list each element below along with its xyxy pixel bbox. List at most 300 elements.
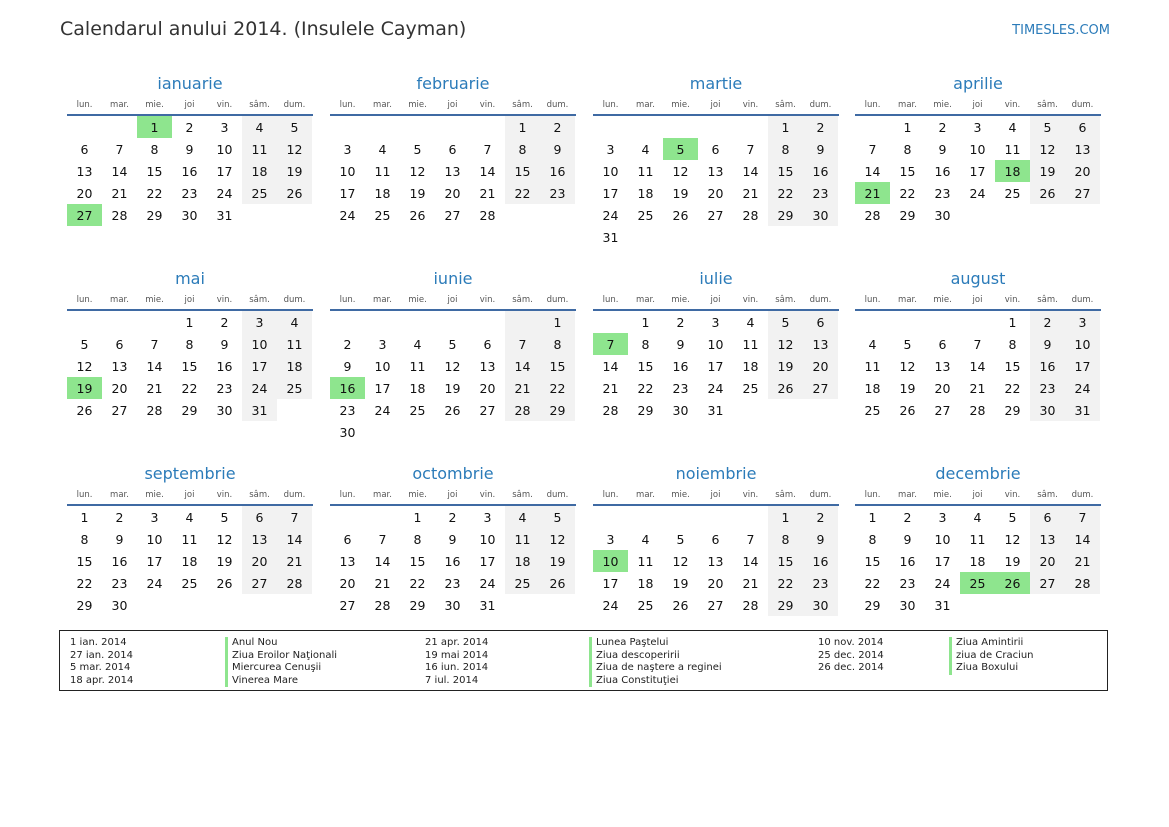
weekday-label: sâm. <box>1037 490 1058 500</box>
day-cell: 3 <box>483 509 492 525</box>
day-cell: 9 <box>540 138 575 160</box>
weekday-label: vin. <box>479 295 496 305</box>
month-name: aprilie <box>953 74 1003 93</box>
day-cell: 13 <box>707 553 724 569</box>
empty-day-cell <box>663 506 698 528</box>
day-cell: 7 <box>746 531 755 547</box>
day-cell: 12 <box>899 358 916 374</box>
day-cell: 22 <box>505 182 540 204</box>
day-cell: 26 <box>540 572 575 594</box>
weekday-label: mie. <box>408 100 427 110</box>
day-cell: 2 <box>676 314 685 330</box>
month-septembrie <box>67 462 313 616</box>
day-cell: 2 <box>903 509 912 525</box>
day-cell: 23 <box>339 402 356 418</box>
day-cell: 30 <box>181 207 198 223</box>
day-cell: 6 <box>483 336 492 352</box>
day-cell: 25 <box>637 207 654 223</box>
legend-date: 26 dec. 2014 <box>818 662 884 673</box>
weekday-label: dum. <box>1071 100 1094 110</box>
day-cell: 28 <box>742 597 759 613</box>
holiday-day-cell: 5 <box>663 138 698 160</box>
day-cell: 18 <box>742 358 759 374</box>
month-name: mai <box>175 269 205 288</box>
day-cell: 30 <box>899 597 916 613</box>
day-cell: 3 <box>938 509 947 525</box>
day-cell: 13 <box>444 163 461 179</box>
empty-day-cell <box>540 421 575 443</box>
empty-day-cell <box>435 311 470 333</box>
weekday-label: lun. <box>864 490 881 500</box>
empty-day-cell <box>470 311 505 333</box>
day-cell: 7 <box>868 141 877 157</box>
weekday-label: vin. <box>1004 295 1021 305</box>
day-cell: 1 <box>641 314 650 330</box>
day-cell: 8 <box>185 336 194 352</box>
day-cell: 8 <box>768 138 803 160</box>
day-cell: 29 <box>864 597 881 613</box>
weekday-label: sâm. <box>1037 295 1058 305</box>
day-cell: 16 <box>540 160 575 182</box>
day-cell: 17 <box>339 185 356 201</box>
empty-day-cell <box>67 311 102 333</box>
day-cell: 4 <box>277 311 312 333</box>
weekday-label: joi <box>972 100 983 110</box>
day-cell: 11 <box>374 163 391 179</box>
weekday-label: lun. <box>76 100 93 110</box>
day-cell: 6 <box>803 311 838 333</box>
empty-day-cell <box>540 204 575 226</box>
day-cell: 28 <box>1065 572 1100 594</box>
weekday-label: mar. <box>636 100 655 110</box>
day-cell: 19 <box>1030 160 1065 182</box>
day-cell: 4 <box>641 141 650 157</box>
weekday-label: joi <box>710 295 721 305</box>
day-cell: 16 <box>803 160 838 182</box>
day-cell: 29 <box>637 402 654 418</box>
empty-day-cell <box>505 421 540 443</box>
day-grid <box>330 311 576 443</box>
month-name: decembrie <box>935 464 1021 483</box>
day-cell: 26 <box>768 377 803 399</box>
day-cell: 27 <box>803 377 838 399</box>
day-cell: 5 <box>1008 509 1017 525</box>
empty-day-cell <box>277 204 312 226</box>
holiday-day-cell: 19 <box>67 377 102 399</box>
empty-day-cell <box>540 594 575 616</box>
weekday-label: dum. <box>283 100 306 110</box>
day-cell: 27 <box>339 597 356 613</box>
weekday-label: lun. <box>602 100 619 110</box>
empty-day-cell <box>1030 594 1065 616</box>
day-cell: 13 <box>934 358 951 374</box>
day-cell: 15 <box>637 358 654 374</box>
day-cell: 28 <box>864 207 881 223</box>
legend-date: 27 ian. 2014 <box>70 649 133 661</box>
day-cell: 26 <box>76 402 93 418</box>
day-cell: 20 <box>803 355 838 377</box>
day-cell: 6 <box>343 531 352 547</box>
holiday-day-cell: 16 <box>330 377 365 399</box>
day-cell: 27 <box>111 402 128 418</box>
month-august <box>855 267 1101 421</box>
legend-holiday-name: Ziua descoperirii <box>589 650 722 663</box>
day-cell: 26 <box>277 182 312 204</box>
day-cell: 6 <box>115 336 124 352</box>
day-cell: 24 <box>602 597 619 613</box>
day-cell: 29 <box>899 207 916 223</box>
day-cell: 25 <box>637 597 654 613</box>
day-cell: 18 <box>637 185 654 201</box>
empty-day-cell <box>400 311 435 333</box>
day-cell: 9 <box>1030 333 1065 355</box>
day-cell: 24 <box>969 185 986 201</box>
empty-day-cell <box>960 594 995 616</box>
weekday-label: dum. <box>809 295 832 305</box>
day-cell: 29 <box>146 207 163 223</box>
legend-holiday-name: Miercurea Cenuşii <box>225 662 337 675</box>
day-cell: 9 <box>220 336 229 352</box>
empty-day-cell <box>803 399 838 421</box>
empty-day-cell <box>628 506 663 528</box>
legend-holiday-name: Anul Nou <box>225 637 337 650</box>
empty-day-cell <box>855 116 890 138</box>
day-cell: 28 <box>969 402 986 418</box>
day-cell: 19 <box>540 550 575 572</box>
day-cell: 10 <box>479 531 496 547</box>
day-cell: 7 <box>505 333 540 355</box>
day-cell: 20 <box>1030 550 1065 572</box>
day-cell: 19 <box>1004 553 1021 569</box>
weekday-label: mie. <box>933 490 952 500</box>
day-cell: 4 <box>413 336 422 352</box>
day-cell: 30 <box>444 597 461 613</box>
weekday-label: mar. <box>898 100 917 110</box>
legend-holiday-name: Vinerea Mare <box>225 675 337 688</box>
day-cell: 7 <box>1065 506 1100 528</box>
day-cell: 12 <box>1030 138 1065 160</box>
weekday-header <box>855 486 1101 506</box>
day-cell: 16 <box>111 553 128 569</box>
day-cell: 10 <box>1065 333 1100 355</box>
day-cell: 5 <box>448 336 457 352</box>
day-cell: 21 <box>374 575 391 591</box>
weekday-label: mar. <box>373 100 392 110</box>
day-cell: 29 <box>76 597 93 613</box>
day-grid <box>855 506 1101 616</box>
day-cell: 5 <box>80 336 89 352</box>
day-cell: 28 <box>146 402 163 418</box>
weekday-label: lun. <box>76 490 93 500</box>
empty-day-cell <box>768 399 803 421</box>
legend-names-3 <box>949 637 1034 675</box>
day-cell: 3 <box>378 336 387 352</box>
day-cell: 18 <box>409 380 426 396</box>
day-cell: 30 <box>803 594 838 616</box>
day-cell: 26 <box>1030 182 1065 204</box>
day-cell: 18 <box>374 185 391 201</box>
empty-day-cell <box>698 506 733 528</box>
day-cell: 18 <box>864 380 881 396</box>
day-cell: 23 <box>216 380 233 396</box>
day-cell: 30 <box>216 402 233 418</box>
day-cell: 5 <box>413 141 422 157</box>
day-cell: 31 <box>479 597 496 613</box>
day-cell: 27 <box>707 207 724 223</box>
day-cell: 10 <box>374 358 391 374</box>
day-cell: 11 <box>277 333 312 355</box>
legend-date: 16 iun. 2014 <box>425 662 489 673</box>
empty-day-cell <box>435 421 470 443</box>
day-cell: 14 <box>111 163 128 179</box>
day-cell: 26 <box>672 597 689 613</box>
day-grid <box>855 116 1101 226</box>
month-noiembrie <box>593 462 839 616</box>
day-cell: 25 <box>277 377 312 399</box>
day-cell: 13 <box>111 358 128 374</box>
day-cell: 17 <box>242 355 277 377</box>
day-cell: 5 <box>676 531 685 547</box>
day-cell: 23 <box>181 185 198 201</box>
day-cell: 14 <box>969 358 986 374</box>
day-cell: 7 <box>115 141 124 157</box>
day-cell: 9 <box>803 528 838 550</box>
day-cell: 7 <box>277 506 312 528</box>
day-grid <box>330 116 576 226</box>
day-cell: 12 <box>409 163 426 179</box>
month-ianuarie <box>67 72 313 226</box>
empty-day-cell <box>330 116 365 138</box>
day-cell: 12 <box>768 333 803 355</box>
day-cell: 17 <box>374 380 391 396</box>
day-cell: 24 <box>1065 377 1100 399</box>
day-cell: 13 <box>1030 528 1065 550</box>
empty-day-cell <box>400 421 435 443</box>
weekday-label: mie. <box>671 100 690 110</box>
empty-day-cell <box>207 594 242 616</box>
day-cell: 19 <box>672 575 689 591</box>
empty-day-cell <box>733 399 768 421</box>
weekday-header <box>330 291 576 311</box>
day-cell: 4 <box>973 509 982 525</box>
weekday-label: sâm. <box>249 295 270 305</box>
day-cell: 24 <box>242 377 277 399</box>
empty-day-cell <box>67 116 102 138</box>
month-name: iunie <box>433 269 473 288</box>
day-cell: 22 <box>1004 380 1021 396</box>
day-cell: 31 <box>1065 399 1100 421</box>
empty-day-cell <box>593 506 628 528</box>
weekday-label: dum. <box>546 490 569 500</box>
day-cell: 4 <box>242 116 277 138</box>
day-cell: 16 <box>672 358 689 374</box>
day-cell: 8 <box>150 141 159 157</box>
empty-day-cell <box>995 594 1030 616</box>
day-cell: 30 <box>339 424 356 440</box>
holiday-day-cell: 10 <box>593 550 628 572</box>
day-cell: 18 <box>242 160 277 182</box>
day-cell: 19 <box>216 553 233 569</box>
day-cell: 4 <box>746 314 755 330</box>
day-cell: 4 <box>505 506 540 528</box>
day-cell: 14 <box>602 358 619 374</box>
empty-day-cell <box>733 226 768 248</box>
empty-day-cell <box>628 226 663 248</box>
weekday-label: joi <box>184 490 195 500</box>
weekday-header <box>67 96 313 116</box>
empty-day-cell <box>855 311 890 333</box>
weekday-label: lun. <box>602 490 619 500</box>
day-cell: 5 <box>768 311 803 333</box>
day-cell: 14 <box>277 528 312 550</box>
month-iulie <box>593 267 839 421</box>
day-cell: 21 <box>146 380 163 396</box>
empty-day-cell <box>593 116 628 138</box>
day-cell: 17 <box>707 358 724 374</box>
day-cell: 1 <box>540 311 575 333</box>
day-cell: 22 <box>864 575 881 591</box>
day-cell: 3 <box>220 119 229 135</box>
day-cell: 10 <box>602 163 619 179</box>
day-cell: 4 <box>1008 119 1017 135</box>
day-cell: 6 <box>80 141 89 157</box>
empty-day-cell <box>1030 204 1065 226</box>
day-cell: 26 <box>409 207 426 223</box>
day-cell: 11 <box>181 531 198 547</box>
day-cell: 20 <box>111 380 128 396</box>
day-cell: 22 <box>899 185 916 201</box>
day-cell: 24 <box>479 575 496 591</box>
day-cell: 20 <box>1065 160 1100 182</box>
day-cell: 16 <box>899 553 916 569</box>
day-cell: 11 <box>409 358 426 374</box>
day-cell: 2 <box>115 509 124 525</box>
month-name: noiembrie <box>675 464 757 483</box>
weekday-label: mie. <box>145 295 164 305</box>
day-cell: 3 <box>606 141 615 157</box>
day-cell: 6 <box>1065 116 1100 138</box>
day-cell: 6 <box>938 336 947 352</box>
holiday-legend <box>59 630 1108 691</box>
legend-dates-2 <box>425 637 488 687</box>
empty-day-cell <box>593 311 628 333</box>
day-cell: 22 <box>637 380 654 396</box>
day-cell: 1 <box>1008 314 1017 330</box>
day-cell: 30 <box>803 204 838 226</box>
weekday-label: joi <box>447 100 458 110</box>
empty-day-cell <box>137 594 172 616</box>
legend-date: 25 dec. 2014 <box>818 649 884 661</box>
day-cell: 9 <box>448 531 457 547</box>
weekday-label: mar. <box>373 295 392 305</box>
legend-holiday-name: Ziua Eroilor Naţionali <box>225 650 337 663</box>
weekday-label: dum. <box>283 295 306 305</box>
day-cell: 11 <box>637 163 654 179</box>
day-grid <box>855 311 1101 421</box>
day-cell: 15 <box>146 163 163 179</box>
brand-link[interactable]: TIMESLES.COM <box>1012 23 1110 38</box>
day-cell: 23 <box>1030 377 1065 399</box>
day-grid <box>67 116 313 226</box>
legend-holiday-name: Ziua Amintirii <box>949 637 1034 650</box>
empty-day-cell <box>470 421 505 443</box>
day-cell: 10 <box>934 531 951 547</box>
day-cell: 27 <box>479 402 496 418</box>
day-cell: 6 <box>448 141 457 157</box>
day-cell: 23 <box>803 182 838 204</box>
legend-date: 5 mar. 2014 <box>70 662 131 673</box>
holiday-day-cell: 27 <box>67 204 102 226</box>
day-cell: 4 <box>378 141 387 157</box>
day-cell: 9 <box>185 141 194 157</box>
day-cell: 20 <box>76 185 93 201</box>
empty-day-cell <box>803 226 838 248</box>
empty-day-cell <box>242 594 277 616</box>
weekday-label: joi <box>972 295 983 305</box>
empty-day-cell <box>365 421 400 443</box>
weekday-label: joi <box>710 100 721 110</box>
month-martie <box>593 72 839 248</box>
day-cell: 23 <box>899 575 916 591</box>
weekday-label: joi <box>184 295 195 305</box>
weekday-header <box>855 96 1101 116</box>
day-cell: 6 <box>1030 506 1065 528</box>
day-cell: 24 <box>374 402 391 418</box>
day-cell: 25 <box>1004 185 1021 201</box>
day-cell: 5 <box>903 336 912 352</box>
holiday-day-cell: 21 <box>855 182 890 204</box>
day-cell: 11 <box>742 336 759 352</box>
day-cell: 22 <box>146 185 163 201</box>
day-cell: 15 <box>409 553 426 569</box>
day-cell: 1 <box>185 314 194 330</box>
day-cell: 14 <box>1065 528 1100 550</box>
month-name: septembrie <box>144 464 236 483</box>
weekday-label: mie. <box>671 295 690 305</box>
day-cell: 2 <box>540 116 575 138</box>
day-cell: 14 <box>742 163 759 179</box>
day-cell: 5 <box>277 116 312 138</box>
legend-date: 18 apr. 2014 <box>70 674 134 686</box>
day-cell: 23 <box>444 575 461 591</box>
day-cell: 20 <box>479 380 496 396</box>
month-octombrie <box>330 462 576 616</box>
day-cell: 3 <box>973 119 982 135</box>
day-cell: 15 <box>768 550 803 572</box>
month-name: martie <box>689 74 743 93</box>
day-cell: 7 <box>378 531 387 547</box>
weekday-label: dum. <box>1071 490 1094 500</box>
legend-dates-3 <box>818 637 884 675</box>
day-cell: 9 <box>343 358 352 374</box>
day-cell: 31 <box>242 399 277 421</box>
day-grid <box>593 311 839 421</box>
legend-dates-1 <box>70 637 133 687</box>
day-cell: 8 <box>413 531 422 547</box>
empty-day-cell <box>733 506 768 528</box>
legend-holiday-name: Lunea Paştelui <box>589 637 722 650</box>
day-cell: 23 <box>111 575 128 591</box>
weekday-label: joi <box>447 295 458 305</box>
day-cell: 29 <box>540 399 575 421</box>
weekday-label: vin. <box>742 490 759 500</box>
weekday-label: sâm. <box>512 490 533 500</box>
legend-names-1 <box>225 637 337 687</box>
weekday-label: mar. <box>110 295 129 305</box>
day-cell: 27 <box>1030 572 1065 594</box>
empty-day-cell <box>505 594 540 616</box>
legend-date: 21 apr. 2014 <box>425 637 489 648</box>
